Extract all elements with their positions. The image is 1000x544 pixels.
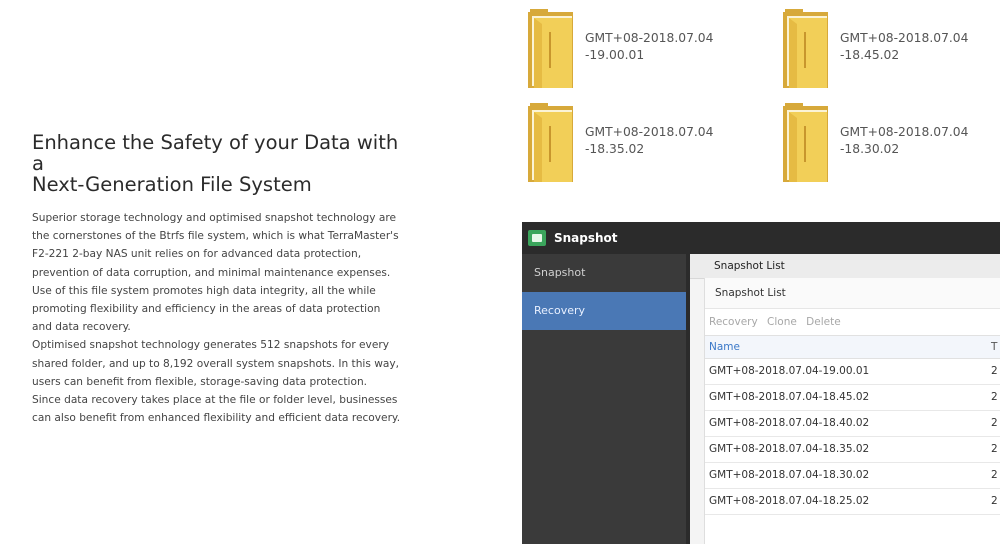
- snapshot-name: GMT+08-2018.07.04-19.00.01: [709, 365, 870, 377]
- table-row[interactable]: [705, 489, 1000, 515]
- marketing-section: [32, 132, 412, 427]
- table-row[interactable]: [705, 385, 1000, 411]
- body-line: prevention of data corruption, and minimal maintenance expenses.: [32, 266, 391, 279]
- body-text: [32, 209, 412, 427]
- snapshot-app-icon: [528, 230, 546, 246]
- folder-icon: [780, 6, 834, 90]
- snapshot-name: GMT+08-2018.07.04-18.25.02: [709, 495, 870, 507]
- snapshot-list-panel: [704, 278, 1000, 544]
- column-header-name[interactable]: Name: [709, 341, 740, 353]
- folder-label: GMT+08-2018.07.04 -19.00.01: [585, 31, 714, 62]
- sidebar: [522, 254, 686, 544]
- snapshot-time: 2: [991, 391, 998, 403]
- snapshot-name: GMT+08-2018.07.04-18.40.02: [709, 417, 870, 429]
- snapshot-time: 2: [991, 495, 998, 507]
- folder-item[interactable]: [525, 6, 713, 90]
- sidebar-item-snapshot[interactable]: Snapshot: [534, 266, 586, 279]
- snapshot-time: 2: [991, 365, 998, 377]
- toolbar: [705, 309, 1000, 335]
- body-line: can also benefit from enhanced flexibility and efficient data recovery.: [32, 412, 401, 425]
- folder-icon: [525, 100, 579, 184]
- body-line: Superior storage technology and optimised snapshot technology are: [32, 212, 396, 224]
- body-line: users can benefit from flexible, storage-saving data protection.: [32, 375, 368, 388]
- body-line: Optimised snapshot technology generates 512 snapshots for every: [32, 339, 389, 352]
- folder-label: GMT+08-2018.07.04 -18.45.02: [840, 31, 969, 62]
- body-line: Use of this file system promotes high data integrity, all the while: [32, 284, 376, 297]
- sidebar-item-recovery[interactable]: Recovery: [522, 292, 686, 330]
- table-row[interactable]: [705, 359, 1000, 385]
- folder-item[interactable]: [780, 6, 968, 90]
- snapshot-time: 2: [991, 443, 998, 455]
- table-row[interactable]: [705, 411, 1000, 437]
- snapshot-name: GMT+08-2018.07.04-18.45.02: [709, 391, 870, 403]
- snapshot-name: GMT+08-2018.07.04-18.30.02: [709, 469, 870, 481]
- breadcrumb: Snapshot List: [690, 254, 1000, 279]
- body-line: shared folder, and up to 8,192 overall system snapshots. In this way,: [32, 357, 400, 370]
- page-title: [32, 132, 412, 195]
- delete-button[interactable]: Delete: [806, 316, 841, 328]
- folder-item[interactable]: [780, 100, 968, 184]
- snapshot-app-window: [522, 222, 1000, 544]
- title-line-1: Enhance the Safety of your Data with a: [32, 131, 399, 175]
- folder-icon: [525, 6, 579, 90]
- folder-icon: [780, 100, 834, 184]
- clone-button[interactable]: Clone: [767, 316, 797, 328]
- folder-item[interactable]: [525, 100, 713, 184]
- body-line: the cornerstones of the Btrfs file system, which is what TerraMaster's: [32, 230, 399, 243]
- panel-title: Snapshot List: [705, 278, 1000, 309]
- body-line: and data recovery.: [32, 321, 131, 334]
- table-row[interactable]: [705, 437, 1000, 463]
- recovery-button[interactable]: Recovery: [709, 316, 758, 328]
- table-header: [705, 335, 1000, 359]
- body-line: Since data recovery takes place at the file or folder level, businesses: [32, 394, 398, 407]
- table-row[interactable]: [705, 463, 1000, 489]
- snapshot-time: 2: [991, 417, 998, 429]
- column-header-time[interactable]: T: [991, 341, 998, 353]
- snapshot-name: GMT+08-2018.07.04-18.35.02: [709, 443, 870, 455]
- title-line-2: Next-Generation File System: [32, 173, 312, 196]
- app-title: Snapshot: [554, 231, 618, 245]
- app-title-bar: [528, 230, 618, 246]
- folder-label: GMT+08-2018.07.04 -18.35.02: [585, 125, 714, 156]
- body-line: F2-221 2-bay NAS unit relies on for advanced data protection,: [32, 248, 362, 261]
- main-content: [690, 254, 1000, 544]
- folder-label: GMT+08-2018.07.04 -18.30.02: [840, 125, 969, 156]
- body-line: promoting flexibility and efficiency in the areas of data protection: [32, 303, 381, 316]
- snapshot-time: 2: [991, 469, 998, 481]
